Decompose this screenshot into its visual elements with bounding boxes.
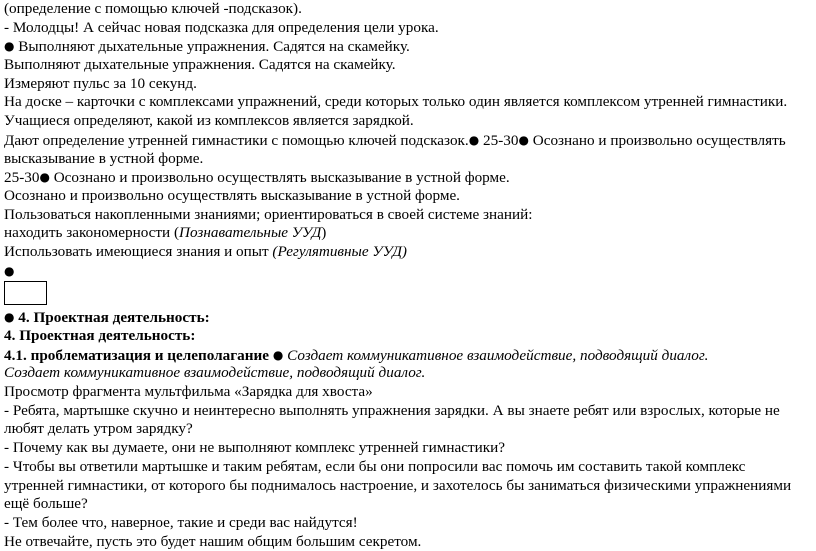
- bullet-icon: ●: [4, 310, 15, 325]
- text-line: [4, 56, 816, 75]
- line-italic-text: Познавательные УУД: [179, 224, 322, 242]
- text-line: [4, 262, 816, 281]
- line-text: Использовать имеющиеся знания и опыт: [4, 242, 273, 260]
- line-text: ещё больше?: [4, 495, 88, 513]
- text-line: [4, 131, 816, 150]
- line-text: Дают определение утренней гимнастики с помощью ключей подсказок.: [4, 131, 469, 149]
- line-text: Не отвечайте, пусть это будет нашим общим большим секретом.: [4, 532, 422, 550]
- text-line: [4, 224, 816, 243]
- line-text: Измеряют пульс за 10 секунд.: [4, 74, 197, 92]
- text-line: [4, 364, 816, 383]
- empty-box: [4, 281, 47, 305]
- text-line: [4, 0, 816, 19]
- line-text: Выполняют дыхательные упражнения. Садятся на скамейку.: [18, 38, 410, 56]
- line-text: ): [321, 224, 327, 242]
- text-line: [4, 383, 816, 402]
- text-line: [4, 19, 816, 38]
- text-line: [4, 93, 816, 112]
- line-italic-text: Создает коммуникативное взаимодействие, подводящий диалог.: [287, 346, 709, 364]
- text-line: [4, 458, 816, 477]
- text-line: [4, 206, 816, 225]
- line-text: - Почему как вы думаете, они не выполняют комплекс утренней гимнастики?: [4, 439, 505, 457]
- line-text: (определение с помощью ключей -подсказок).: [4, 0, 302, 17]
- line-text: 25-30: [483, 131, 519, 149]
- line-text: утренней гимнастики, от которого бы поднималось настроение, и захотелось бы заниматься физическими упражнениями: [4, 476, 792, 494]
- text-line: [4, 327, 816, 346]
- line-text: Просмотр фрагмента мультфильма «Зарядка для хвоста»: [4, 383, 373, 401]
- text-line: [4, 187, 816, 206]
- text-line: [4, 150, 816, 169]
- text-line: [4, 308, 816, 327]
- bullet-icon: ●: [39, 170, 50, 185]
- line-text: находить закономерности (: [4, 224, 180, 242]
- text-line: [4, 112, 816, 131]
- line-text: - Чтобы вы ответили мартышке и таким ребятам, если бы они попросили вас помочь им составить такой комплекс: [4, 457, 746, 475]
- line-text: Осознано и произвольно осуществлять высказывание в устной форме.: [4, 186, 460, 204]
- line-italic-text: (Регулятивные УУД): [272, 242, 407, 260]
- bullet-icon: ●: [4, 39, 15, 54]
- text-line: [4, 477, 816, 496]
- subsection-heading: 4.1. проблематизация и целеполагание: [4, 346, 270, 364]
- line-text: Учащиеся определяют, какой из комплексов является зарядкой.: [4, 112, 414, 130]
- text-line: [4, 346, 816, 365]
- line-text: Выполняют дыхательные упражнения. Садятся на скамейку.: [4, 56, 396, 74]
- line-text: - Ребята, мартышке скучно и неинтересно выполнять упражнения зарядки. А вы знаете ребят или взрослых, которые не: [4, 401, 780, 419]
- text-line: [4, 168, 816, 187]
- line-text: На доске – карточки с комплексами упражнений, среди которых только один является комплексом утренней гимнастики.: [4, 93, 788, 111]
- bullet-icon: ●: [4, 263, 15, 278]
- line-text: - Молодцы! А сейчас новая подсказка для определения цели урока.: [4, 18, 439, 36]
- text-line: [4, 533, 816, 551]
- text-line: [4, 402, 816, 421]
- text-line: [4, 37, 816, 56]
- line-text: высказывание в устной форме.: [4, 149, 204, 167]
- text-line: [4, 514, 816, 533]
- text-line: [4, 75, 816, 94]
- section-heading: 4. Проектная деятельность:: [18, 309, 210, 327]
- line-italic-text: Создает коммуникативное взаимодействие, подводящий диалог.: [4, 364, 426, 382]
- line-text: Пользоваться накопленными знаниями; ориентироваться в своей системе знаний:: [4, 205, 533, 223]
- section-heading: 4. Проектная деятельность:: [4, 327, 196, 344]
- line-text: любят делать утром зарядку?: [4, 420, 193, 438]
- line-text: Осознано и произвольно осуществлять: [532, 131, 786, 149]
- line-text: - Тем более что, наверное, такие и среди вас найдутся!: [4, 513, 358, 531]
- text-line: [4, 243, 816, 262]
- bullet-icon: ●: [272, 347, 284, 362]
- text-line: [4, 495, 816, 514]
- empty-box-row: [4, 280, 816, 308]
- text-line: [4, 439, 816, 458]
- bullet-icon: ●: [468, 132, 480, 147]
- bullet-icon: ●: [518, 132, 529, 147]
- line-text: 25-30: [4, 169, 40, 187]
- text-line: [4, 420, 816, 439]
- line-text: Осознано и произвольно осуществлять высказывание в устной форме.: [53, 169, 510, 187]
